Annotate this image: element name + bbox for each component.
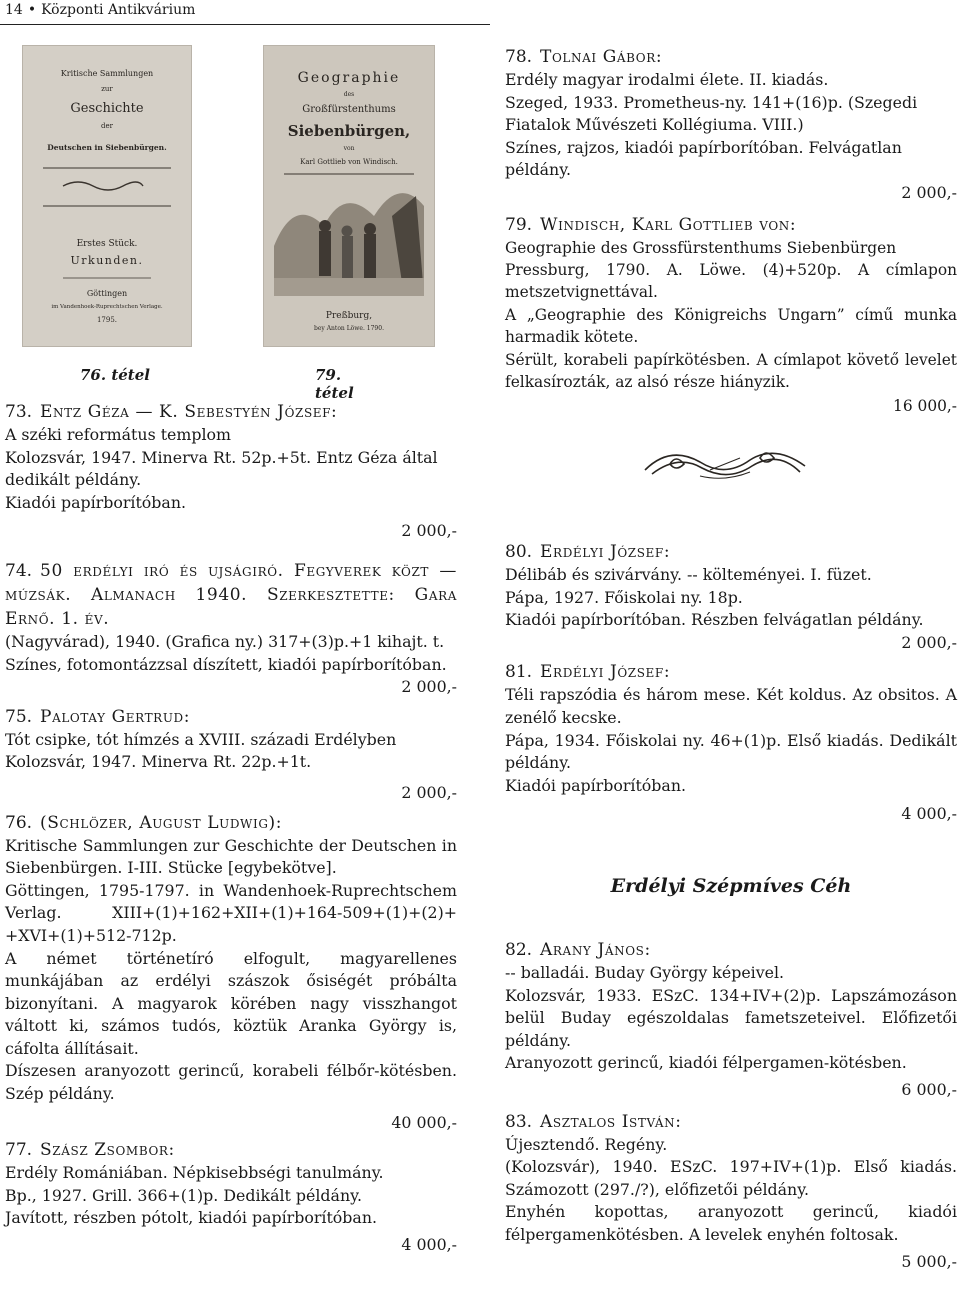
entry-title: 82. Arany János:: [505, 940, 651, 960]
entry-line: (Kolozsvár), 1940. ESzC. 197+IV+(1)p. Első kiadás. Számozott (297./?), előfizetői példány.: [505, 1157, 957, 1199]
header-rule: [0, 24, 490, 25]
img79-line-0: Geographie: [297, 70, 401, 86]
entry-line: A „Geographie des Königreichs Ungarn” című munka harmadik kötete.: [505, 305, 957, 347]
page-header: [0, 0, 960, 24]
entry-title: 79. Windisch, Karl Gottlieb von:: [505, 214, 797, 235]
img76-line-3: der: [101, 122, 113, 130]
entry-title: 73. Entz Géza — K. Sebestyén József:: [5, 402, 338, 422]
decorative-flourish: [640, 440, 810, 486]
publisher-heading: Erdélyi Szépmíves Céh: [610, 875, 852, 897]
entry-price: 2 000,-: [401, 677, 457, 697]
entry-line: Geographie des Grossfürstenthums Siebenbürgen: [505, 238, 897, 257]
entry-line: Erdély magyar irodalmi élete. II. kiadás.: [505, 70, 829, 89]
entry-line: Téli rapszódia és három mese. Két koldus. Az obsitos. A zenélő kecske.: [505, 685, 957, 727]
entry-76: [5, 811, 457, 1135]
right-column-bottom: [505, 938, 957, 1273]
entry-title: 81. Erdélyi József:: [505, 662, 671, 683]
entry-number: 79.: [505, 214, 533, 235]
header-separator: •: [27, 2, 37, 18]
entry-line: -- balladái. Buday György képeivel.: [505, 963, 785, 982]
entry-number: 80.: [505, 542, 533, 562]
right-column-middle: [505, 540, 957, 826]
entry-79: [505, 213, 957, 418]
img76-line-8: im Vandenhoek-Ruprechtschen Verlage.: [51, 304, 163, 310]
entry-price: 4 000,-: [401, 1235, 457, 1255]
entry-number: 75.: [5, 706, 33, 727]
img76-line-6: Urkunden.: [70, 254, 144, 267]
entry-line: Kolozsvár, 1947. Minerva Rt. 52p.+5t. Entz Géza által dedikált példány.: [5, 447, 438, 490]
entry-price: 5 000,-: [901, 1251, 957, 1271]
entry-price: 2 000,-: [401, 782, 457, 802]
entry-line: Pressburg, 1790. A. Löwe. (4)+520p. A címlapon metszetvignettával.: [505, 260, 957, 302]
entry-number: 76.: [5, 812, 33, 833]
entry-line: Tót csipke, tót hímzés a XVIII. századi Erdélyben: [5, 729, 397, 749]
entry-title: 76. (Schlözer, August Ludwig):: [5, 812, 283, 833]
entry-line: Aranyozott gerincű, kiadói félpergamen-kötésben.: [505, 1053, 907, 1073]
entry-82: [505, 938, 957, 1102]
entry-price: 2 000,-: [401, 521, 457, 541]
entry-line: Színes, rajzos, kiadói papírborítóban. Felvágatlan példány.: [505, 137, 902, 180]
entry-74: [5, 559, 457, 699]
catalog-title: Központi Antikvárium: [41, 2, 196, 18]
entry-line: (Nagyvárad), 1940. (Grafica ny.) 317+(3)p.+1 kihajt. t.: [5, 631, 445, 651]
entry-line: Sérült, korabeli papírkötésben. A címlapot követő levelet felkasírozták, az alsó része hiányzik.: [505, 350, 957, 391]
entry-line: Kritische Sammlungen zur Geschichte der Deutschen in Siebenbürgen. I-III. Stücke [egybekötve].: [5, 835, 457, 878]
entry-title: 83. Asztalos István:: [505, 1111, 682, 1132]
img79-line-4: von: [343, 145, 355, 152]
title-page-image-76: [22, 45, 192, 347]
entry-number: 74.: [5, 560, 33, 581]
entry-line: A széki református templom: [5, 425, 232, 444]
entry-line: Délibáb és szivárvány. -- költeményei. I. füzet.: [505, 565, 872, 584]
right-column-top: [505, 45, 957, 418]
entry-line: Színes, fotomontázzsal díszített, kiadói papírborítóban.: [5, 654, 447, 674]
entry-line: Kiadói papírborítóban.: [5, 492, 187, 512]
entry-77: [5, 1138, 457, 1256]
entry-line: Erdély Romániában. Népkisebbségi tanulmány.: [5, 1163, 384, 1183]
entry-title: 78. Tolnai Gábor:: [505, 47, 663, 67]
img76-line-4: Deutschen in Siebenbürgen.: [47, 143, 167, 152]
img76-line-0: Kritische Sammlungen: [60, 69, 154, 78]
entry-line: Kolozsvár, 1933. ESzC. 134+IV+(2)p. Lapszámozáson belül Buday egészoldalas fametszeteivel. Előfizetői példány.: [505, 985, 957, 1050]
img79-line-3: Siebenbürgen,: [287, 122, 411, 140]
entry-line: Kiadói papírborítóban. Részben felvágatlan példány.: [505, 610, 924, 630]
entry-line: Enyhén kopottas, aranyozott gerincű, kiadói félpergamenkötésben. A levelek enyhén foltosak.: [505, 1202, 957, 1244]
caption-79: 79. tétel: [315, 366, 354, 402]
img79-line-2: Großfürstenthums: [302, 104, 396, 115]
img76-line-5: Erstes Stück.: [76, 239, 138, 249]
entry-line: Kiadói papírborítóban.: [505, 775, 687, 795]
entry-line: Díszesen aranyozott gerincű, korabeli félbőr-kötésben. Szép példány.: [5, 1061, 457, 1104]
entry-80: [505, 540, 957, 654]
entry-line: A német történetíró elfogult, magyarellenes munkájában az erdélyi szászok ősiségét próbálta bizonyítani. A magyarok körében nagy visszhangot váltott ki, számos tudós, köztük Aranka György is, cáfolta állításait.: [5, 948, 457, 1058]
entry-price: 6 000,-: [901, 1079, 957, 1099]
entry-title: 80. Erdélyi József:: [505, 542, 671, 562]
entry-title: 74. 50 erdélyi iró és ujságiró. Fegyverek közt — múzsák. Almanach 1940. Szerkesztette: Gara Ernő. 1. év.: [5, 560, 457, 629]
entry-line: Göttingen, 1795-1797. in Wandenhoek-Ruprechtschem Verlag. XIII+(1)+162+XII+(1)+164-509+(1)+(2)+ +XVI+(1)+512-712p.: [5, 880, 457, 945]
entry-83: [505, 1110, 957, 1274]
entry-75: [5, 705, 457, 805]
entry-price: 2 000,-: [901, 632, 957, 652]
title-page-image-79: [263, 45, 435, 347]
entry-title: 77. Szász Zsombor:: [5, 1140, 175, 1161]
entry-number: 78.: [505, 47, 533, 67]
entry-81: [505, 660, 957, 826]
entry-price: 16 000,-: [893, 397, 957, 416]
entry-number: 83.: [505, 1111, 533, 1132]
img76-line-1: zur: [101, 85, 113, 93]
entry-price: 2 000,-: [901, 182, 957, 202]
entry-price: 40 000,-: [391, 1112, 457, 1132]
entry-number: 81.: [505, 662, 533, 683]
img79-line-1: des: [343, 91, 355, 98]
entry-line: Pápa, 1927. Főiskolai ny. 18p.: [505, 587, 743, 607]
caption-76: 76. tétel: [80, 366, 150, 384]
entry-price: 4 000,-: [901, 804, 957, 824]
img79-line-5: Karl Gottlieb von Windisch.: [300, 158, 398, 166]
entry-number: 82.: [505, 940, 533, 960]
img79-line-7: bey Anton Löwe. 1790.: [314, 325, 384, 332]
entry-78: [505, 45, 957, 205]
img76-line-9: 1795.: [96, 316, 118, 324]
entry-line: Újesztendő. Regény.: [505, 1134, 668, 1154]
page-number: 14: [5, 2, 23, 18]
entry-number: 77.: [5, 1140, 33, 1161]
img76-line-2: Geschichte: [70, 101, 144, 116]
entry-line: Bp., 1927. Grill. 366+(1)p. Dedikált példány.: [5, 1185, 362, 1205]
entry-line: Javított, részben pótolt, kiadói papírborítóban.: [5, 1208, 378, 1228]
entry-73: [5, 400, 457, 543]
entry-title: 75. Palotay Gertrud:: [5, 706, 191, 727]
entry-number: 73.: [5, 402, 33, 422]
img76-line-7: Göttingen: [86, 289, 128, 298]
left-column: [5, 400, 457, 1257]
img79-line-6: Preßburg,: [325, 311, 373, 321]
entry-line: Szeged, 1933. Prometheus-ny. 141+(16)p. (Szegedi Fiatalok Művészeti Kollégiuma. VIII.): [505, 92, 918, 135]
entry-line: Pápa, 1934. Főiskolai ny. 46+(1)p. Első kiadás. Dedikált példány.: [505, 730, 957, 773]
entry-line: Kolozsvár, 1947. Minerva Rt. 22p.+1t.: [5, 752, 312, 772]
